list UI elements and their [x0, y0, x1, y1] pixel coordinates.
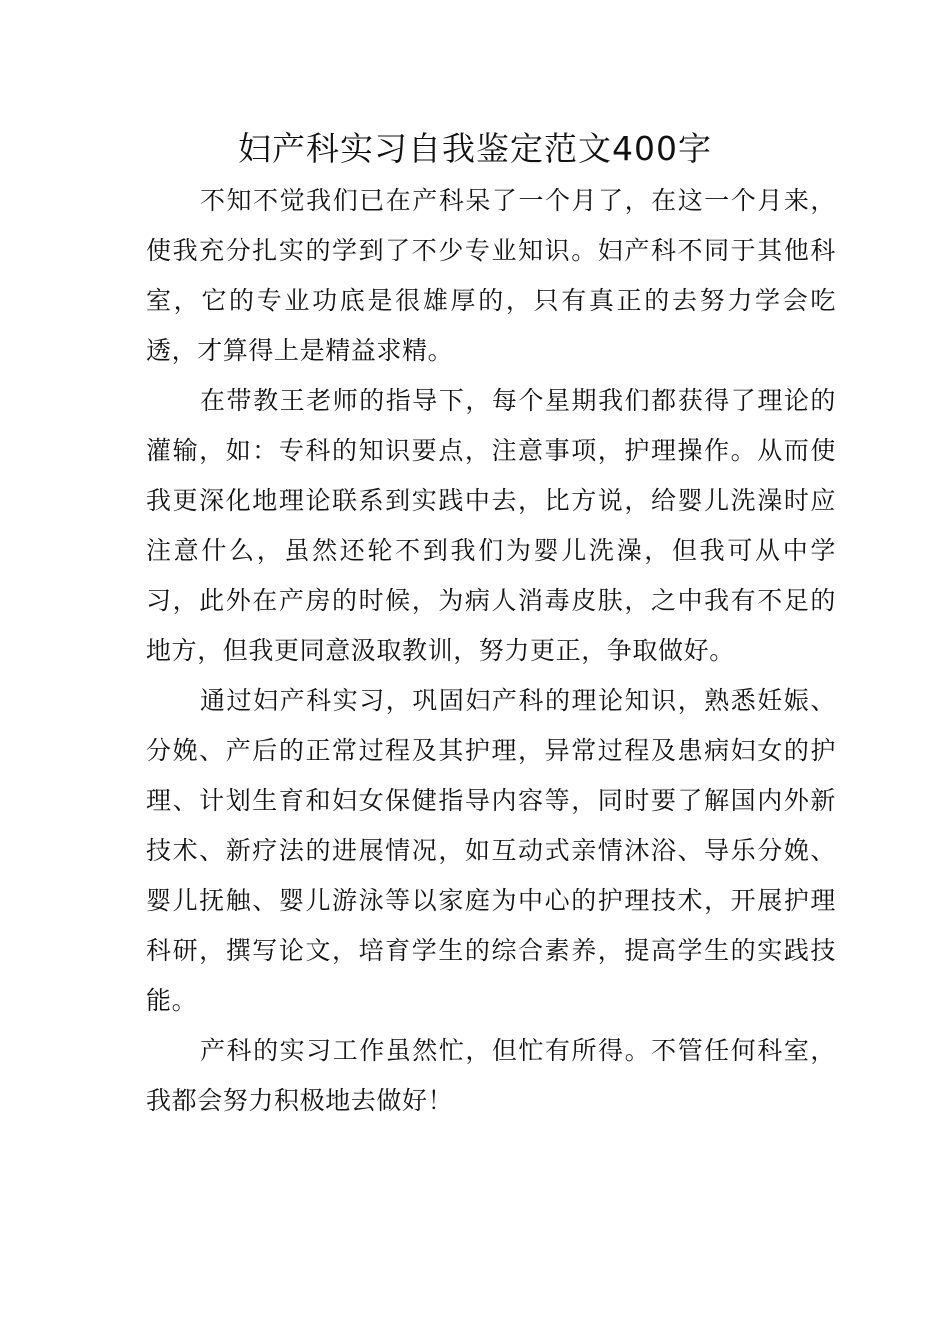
paragraph-2: 在带教王老师的指导下，每个星期我们都获得了理论的灌输，如：专科的知识要点，注意事项，护理操作。从而使我更深化地理论联系到实践中去，比方说，给婴儿洗澡时应注意什么，虽然还轮不到我们为婴儿洗澡，但我可从中学习，此外在产房的时候，为病人消毒皮肤，之中我有不足的地方，但我更同意汲取教训，努力更正，争取做好。	[146, 386, 836, 665]
document-title: 妇产科实习自我鉴定范文400字	[238, 129, 712, 168]
document-body	[146, 176, 836, 1126]
paragraph-4: 产科的实习工作虽然忙，但忙有所得。不管任何科室，我都会努力积极地去做好！	[146, 1036, 836, 1115]
paragraph-3: 通过妇产科实习，巩固妇产科的理论知识，熟悉妊娠、分娩、产后的正常过程及其护理，异常过程及患病妇女的护理、计划生育和妇女保健指导内容等，同时要了解国内外新技术、新疗法的进展情况，如互动式亲情沐浴、导乐分娩、婴儿抚触、婴儿游泳等以家庭为中心的护理技术，开展护理科研，撰写论文，培育学生的综合素养，提高学生的实践技能。	[146, 686, 836, 1015]
paragraph-1: 不知不觉我们已在产科呆了一个月了，在这一个月来，使我充分扎实的学到了不少专业知识。妇产科不同于其他科室，它的专业功底是很雄厚的，只有真正的去努力学会吃透，才算得上是精益求精。	[146, 186, 836, 365]
